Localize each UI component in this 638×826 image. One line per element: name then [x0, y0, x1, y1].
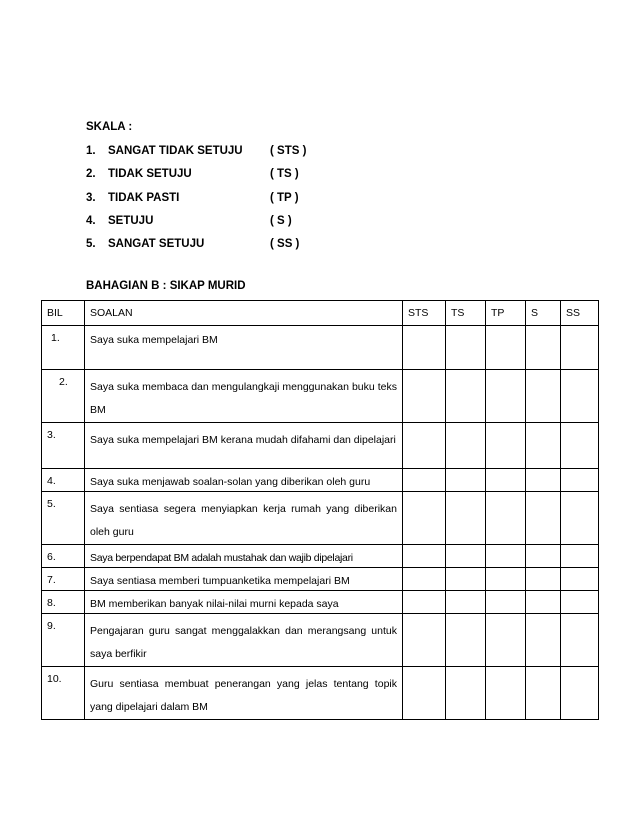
answer-cell-ss[interactable] — [561, 423, 599, 469]
scale-item-number: 4. — [86, 214, 96, 227]
question-text: Saya suka mempelajari BM kerana mudah difahami dan dipelajari — [85, 423, 403, 469]
answer-cell-tp[interactable] — [486, 667, 526, 720]
question-text: Saya suka menjawab soalan-solan yang diberikan oleh guru — [85, 469, 403, 492]
scale-item-number: 2. — [86, 168, 96, 181]
table-row — [42, 591, 599, 614]
answer-cell-tp[interactable] — [486, 326, 526, 370]
scale-item — [86, 165, 306, 188]
question-text: Saya berpendapat BM adalah mustahak dan wajib dipelajari — [85, 545, 403, 568]
table-row — [42, 423, 599, 469]
header-sts: STS — [403, 301, 446, 326]
answer-cell-tp[interactable] — [486, 492, 526, 545]
row-number: 10. — [42, 667, 85, 720]
answer-cell-sts[interactable] — [403, 667, 446, 720]
answer-cell-sts[interactable] — [403, 614, 446, 667]
answer-cell-ss[interactable] — [561, 492, 599, 545]
table-row — [42, 614, 599, 667]
answer-cell-ss[interactable] — [561, 370, 599, 423]
row-number: 9. — [42, 614, 85, 667]
scale-title: SKALA : — [86, 121, 133, 133]
answer-cell-s[interactable] — [526, 469, 561, 492]
answer-cell-ss[interactable] — [561, 614, 599, 667]
answer-cell-sts[interactable] — [403, 591, 446, 614]
table-row — [42, 545, 599, 568]
answer-cell-s[interactable] — [526, 492, 561, 545]
answer-cell-ts[interactable] — [446, 370, 486, 423]
answer-cell-ss[interactable] — [561, 568, 599, 591]
answer-cell-ss[interactable] — [561, 545, 599, 568]
answer-cell-tp[interactable] — [486, 568, 526, 591]
row-number: 4. — [42, 469, 85, 492]
scale-item-code: ( TP ) — [270, 191, 299, 204]
question-text: Saya suka membaca dan mengulangkaji menggunakan buku teks BM — [85, 370, 403, 423]
answer-cell-tp[interactable] — [486, 614, 526, 667]
row-number-text: 1. — [51, 332, 60, 344]
scale-item-code: ( TS ) — [270, 168, 299, 181]
scale-item — [86, 235, 306, 258]
row-number-text: 2. — [59, 376, 68, 388]
row-number: 3. — [42, 423, 85, 469]
survey-table — [41, 300, 599, 720]
answer-cell-sts[interactable] — [403, 568, 446, 591]
header-ts: TS — [446, 301, 486, 326]
answer-cell-ts[interactable] — [446, 568, 486, 591]
question-text: BM memberikan banyak nilai-nilai murni kepada saya — [85, 591, 403, 614]
scale-item-code: ( S ) — [270, 214, 292, 227]
scale-item-number: 1. — [86, 145, 96, 157]
question-text: Pengajaran guru sangat menggalakkan dan merangsang untuk saya berfikir — [85, 614, 403, 667]
answer-cell-sts[interactable] — [403, 370, 446, 423]
answer-cell-ss[interactable] — [561, 667, 599, 720]
answer-cell-s[interactable] — [526, 591, 561, 614]
answer-cell-sts[interactable] — [403, 423, 446, 469]
question-text: Saya sentiasa memberi tumpuanketika mempelajari BM — [85, 568, 403, 591]
header-soalan: SOALAN — [85, 301, 403, 326]
answer-cell-ts[interactable] — [446, 492, 486, 545]
row-number: 6. — [42, 545, 85, 568]
scale-item-number: 3. — [86, 191, 96, 204]
answer-cell-tp[interactable] — [486, 423, 526, 469]
scale-item-label: TIDAK PASTI — [108, 191, 180, 204]
scale-item-number: 5. — [86, 238, 96, 251]
answer-cell-s[interactable] — [526, 667, 561, 720]
header-ss: SS — [561, 301, 599, 326]
header-s: S — [526, 301, 561, 326]
answer-cell-tp[interactable] — [486, 469, 526, 492]
scale-item-label: SANGAT TIDAK SETUJU — [108, 145, 243, 157]
answer-cell-tp[interactable] — [486, 370, 526, 423]
header-tp: TP — [486, 301, 526, 326]
row-number — [42, 326, 85, 370]
answer-cell-s[interactable] — [526, 370, 561, 423]
answer-cell-tp[interactable] — [486, 591, 526, 614]
answer-cell-ss[interactable] — [561, 326, 599, 370]
answer-cell-s[interactable] — [526, 545, 561, 568]
answer-cell-ts[interactable] — [446, 423, 486, 469]
scale-item-label: SANGAT SETUJU — [108, 238, 205, 251]
scale-item-label: TIDAK SETUJU — [108, 168, 192, 181]
question-text: Saya suka mempelajari BM — [85, 326, 403, 370]
question-text: Guru sentiasa membuat penerangan yang jelas tentang topik yang dipelajari dalam BM — [85, 667, 403, 720]
table-row — [42, 492, 599, 545]
answer-cell-s[interactable] — [526, 568, 561, 591]
answer-cell-ts[interactable] — [446, 614, 486, 667]
table-header-row — [42, 301, 599, 326]
row-number — [42, 370, 85, 423]
answer-cell-s[interactable] — [526, 423, 561, 469]
scale-item-label: SETUJU — [108, 214, 154, 227]
answer-cell-tp[interactable] — [486, 545, 526, 568]
table-row — [42, 568, 599, 591]
scale-item — [86, 189, 306, 212]
table-row — [42, 469, 599, 492]
answer-cell-sts[interactable] — [403, 326, 446, 370]
row-number: 5. — [42, 492, 85, 545]
answer-cell-sts[interactable] — [403, 492, 446, 545]
scale-item — [86, 142, 306, 165]
table-row — [42, 667, 599, 720]
question-text: Saya sentiasa segera menyiapkan kerja rumah yang diberikan oleh guru — [85, 492, 403, 545]
section-title: BAHAGIAN B : SIKAP MURID — [86, 280, 246, 292]
answer-cell-ts[interactable] — [446, 591, 486, 614]
header-bil: BIL — [42, 301, 85, 326]
row-number: 8. — [42, 591, 85, 614]
answer-cell-s[interactable] — [526, 326, 561, 370]
answer-cell-ss[interactable] — [561, 591, 599, 614]
answer-cell-ts[interactable] — [446, 667, 486, 720]
table-row — [42, 370, 599, 423]
scale-item — [86, 212, 306, 235]
scale-item-code: ( SS ) — [270, 238, 300, 251]
answer-cell-ts[interactable] — [446, 545, 486, 568]
answer-cell-sts[interactable] — [403, 469, 446, 492]
answer-cell-ts[interactable] — [446, 469, 486, 492]
scale-legend — [86, 118, 306, 258]
answer-cell-ss[interactable] — [561, 469, 599, 492]
answer-cell-ts[interactable] — [446, 326, 486, 370]
answer-cell-s[interactable] — [526, 614, 561, 667]
table-row — [42, 326, 599, 370]
scale-item-code: ( STS ) — [270, 145, 307, 157]
row-number: 7. — [42, 568, 85, 591]
answer-cell-sts[interactable] — [403, 545, 446, 568]
